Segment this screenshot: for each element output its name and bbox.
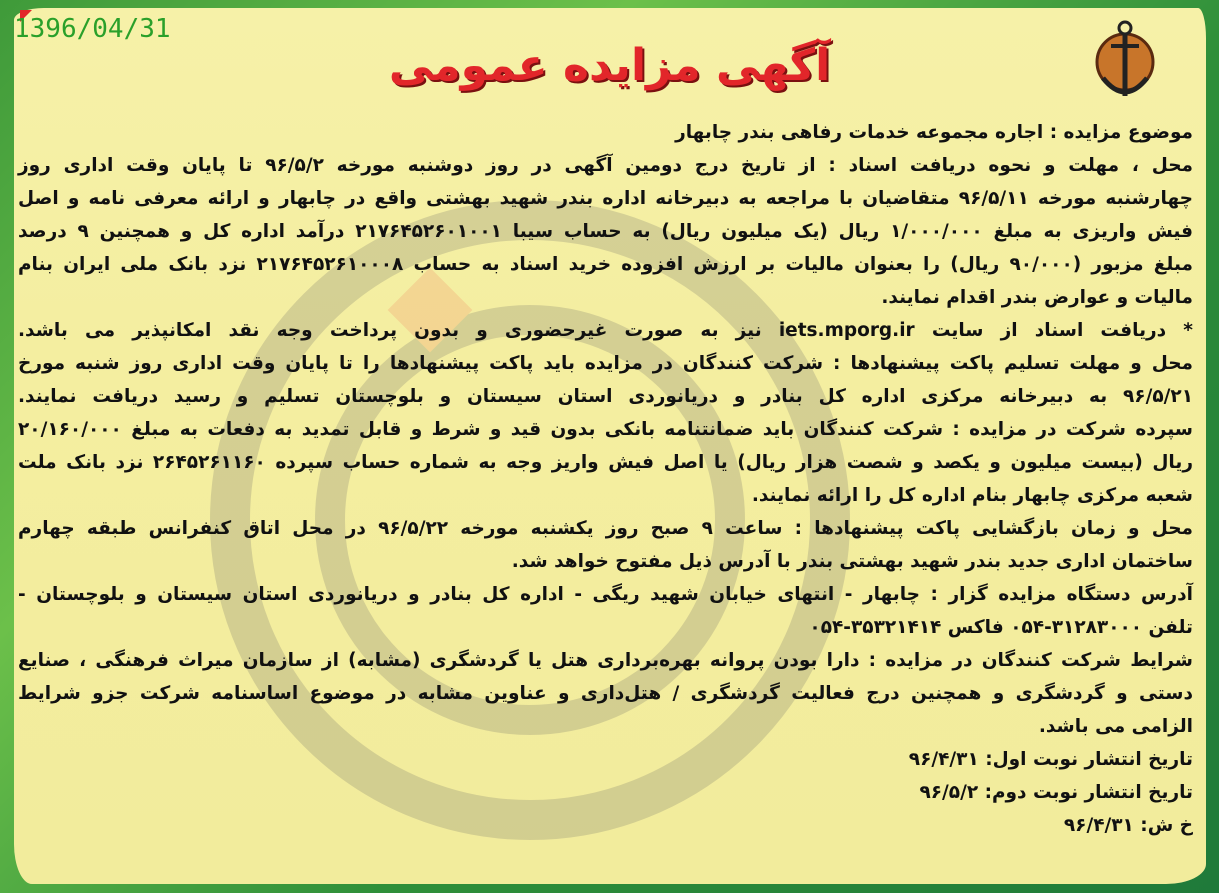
ref-date: خ ش: ۹۶/۴/۳۱: [1063, 815, 1193, 836]
text-line: ۹۶/۵/۲۱ به دبیرخانه مرکزی اداره کل بنادر و دریانوردی استان سیستان و بلوچستان تسلیم و رسید دریافت نمایند.: [18, 386, 1193, 407]
text-line: ساختمان اداری جدید بندر شهید بهشتی بندر با آدرس ذیل مفتوح خواهد شد.: [511, 551, 1193, 572]
first-publish-date: تاریخ انتشار نوبت اول: ۹۶/۴/۳۱: [908, 749, 1193, 770]
second-publish-date: تاریخ انتشار نوبت دوم: ۹۶/۵/۲: [919, 782, 1193, 803]
text-line: ریال (بیست میلیون و یکصد و شصت هزار ریال) یا اصل فیش واریز وجه به شماره حساب سپرده ۲۶۴۵۲۶۱۱۶۰ نزد بانک ملت: [18, 452, 1193, 473]
address-line: آدرس دستگاه مزایده گزار : چابهار - انتهای خیابان شهید ریگی - اداره کل بنادر و دریانوردی استان سیستان و بلوچستان -: [18, 584, 1193, 605]
text-line: سپرده شرکت در مزایده : شرکت کنندگان باید ضمانتنامه بانکی بدون قید و شرط و قابل تمدید به دفعات به مبلغ ۲۰/۱۶۰/۰۰۰: [18, 419, 1193, 440]
text-line: محل ، مهلت و نحوه دریافت اسناد : از تاریخ درج دومین آگهی در روز دوشنبه مورخه ۹۶/۵/۲ تا پایان وقت اداری روز: [18, 155, 1193, 176]
text-line: چهارشنبه مورخه ۹۶/۵/۱۱ متقاضیان با مراجعه به دبیرخانه اداره بندر شهید بهشتی واقع در چابهار و ارائه معرفی نامه و اصل: [18, 188, 1194, 209]
text-line: محل و مهلت تسلیم پاکت پیشنهادها : شرکت کنندگان در مزایده باید پاکت پیشنهادها را تا پایان وقت اداری روز شنبه مورخ: [18, 353, 1193, 374]
subject-line: موضوع مزایده : اجاره مجموعه خدمات رفاهی بندر چابهار: [675, 122, 1193, 143]
notice-title: آگهی مزایده عمومی: [388, 40, 831, 91]
website-line: * دریافت اسناد از سایت iets.mporg.ir نیز به صورت غیرحضوری و بدون پرداخت وجه نقد امکانپذیر می باشد.: [18, 320, 1193, 341]
anchor-logo-icon: [1095, 16, 1155, 108]
notice-body: [18, 116, 1193, 842]
text-line: شعبه مرکزی چابهار بنام اداره کل را ارائه نمایند.: [751, 485, 1193, 506]
text-line: الزامی می باشد.: [1038, 716, 1193, 737]
phone-line: تلفن ۳۱۲۸۳۰۰۰-۰۵۴ فاکس ۳۵۳۲۱۴۱۴-۰۵۴: [809, 617, 1193, 638]
text-line: محل و زمان بازگشایی پاکت پیشنهادها : ساعت ۹ صبح روز یکشنبه مورخه ۹۶/۵/۲۲ در محل اتاق کنفرانس طبقه چهارم: [18, 518, 1194, 539]
stamp-date: 1396/04/31: [14, 14, 171, 44]
text-line: مبلغ مزبور (۹۰/۰۰۰ ریال) را بعنوان مالیات بر ارزش افزوده خرید اسناد به حساب ۲۱۷۶۴۵۲۶۱۰۰۰۸ نزد بانک ملی ایران بنام: [18, 254, 1193, 275]
text-line: دستی و گردشگری و همچنین درج فعالیت گردشگری / هتل‌داری و عناوین مشابه در موضوع اساسنامه شرکت جزو شرایط: [18, 683, 1193, 704]
text-line: فیش واریزی به مبلغ ۱/۰۰۰/۰۰۰ ریال (یک میلیون ریال) به حساب سیبا ۲۱۷۶۴۵۲۶۰۱۰۰۱ درآمد اداره کل و همچنین ۹ درصد: [18, 221, 1194, 242]
text-line: مالیات و عوارض بندر اقدام نمایند.: [881, 287, 1193, 308]
text-line: شرایط شرکت کنندگان در مزایده : دارا بودن پروانه بهره‌برداری هتل یا گردشگری (مشابه) از سازمان میراث فرهنگی ، صنایع: [18, 650, 1193, 671]
